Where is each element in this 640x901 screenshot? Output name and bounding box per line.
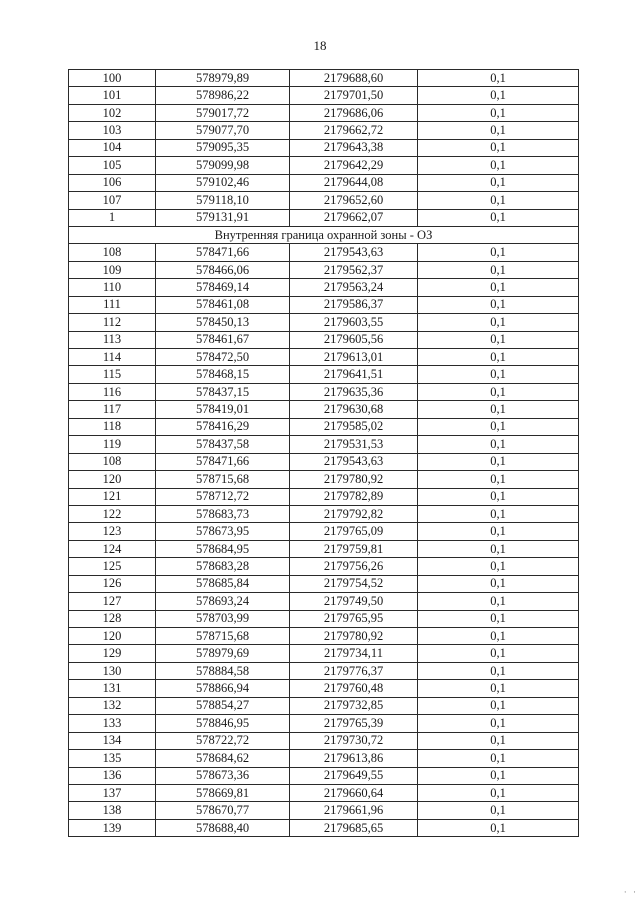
accuracy-cell: 0,1 — [418, 523, 579, 540]
point-number-cell: 100 — [69, 70, 156, 87]
point-number-cell: 106 — [69, 174, 156, 191]
table-row — [69, 540, 579, 557]
y-coordinate-cell: 2179613,86 — [290, 750, 418, 767]
table-row — [69, 784, 579, 801]
point-number-cell: 103 — [69, 122, 156, 139]
table-row — [69, 697, 579, 714]
y-coordinate-cell: 2179765,09 — [290, 523, 418, 540]
x-coordinate-cell: 578669,81 — [156, 784, 290, 801]
accuracy-cell: 0,1 — [418, 784, 579, 801]
y-coordinate-cell: 2179642,29 — [290, 157, 418, 174]
point-number-cell: 132 — [69, 697, 156, 714]
accuracy-cell: 0,1 — [418, 453, 579, 470]
y-coordinate-cell: 2179635,36 — [290, 383, 418, 400]
point-number-cell: 131 — [69, 680, 156, 697]
table-row — [69, 192, 579, 209]
table-row — [69, 122, 579, 139]
x-coordinate-cell: 578986,22 — [156, 87, 290, 104]
accuracy-cell: 0,1 — [418, 505, 579, 522]
point-number-cell: 113 — [69, 331, 156, 348]
page-number: 18 — [313, 38, 327, 53]
point-number-cell: 115 — [69, 366, 156, 383]
y-coordinate-cell: 2179685,65 — [290, 819, 418, 836]
table-row — [69, 418, 579, 435]
x-coordinate-cell: 578450,13 — [156, 314, 290, 331]
accuracy-cell: 0,1 — [418, 104, 579, 121]
point-number-cell: 117 — [69, 401, 156, 418]
accuracy-cell: 0,1 — [418, 366, 579, 383]
point-number-cell: 120 — [69, 471, 156, 488]
accuracy-cell: 0,1 — [418, 750, 579, 767]
accuracy-cell: 0,1 — [418, 767, 579, 784]
x-coordinate-cell: 578884,58 — [156, 662, 290, 679]
point-number-cell: 136 — [69, 767, 156, 784]
table-row — [69, 104, 579, 121]
point-number-cell: 139 — [69, 819, 156, 836]
point-number-cell: 102 — [69, 104, 156, 121]
x-coordinate-cell: 578683,28 — [156, 558, 290, 575]
table-row — [69, 296, 579, 313]
x-coordinate-cell: 578416,29 — [156, 418, 290, 435]
table-row — [69, 471, 579, 488]
table-row — [69, 802, 579, 819]
table-row — [69, 819, 579, 836]
y-coordinate-cell: 2179686,06 — [290, 104, 418, 121]
y-coordinate-cell: 2179662,07 — [290, 209, 418, 226]
accuracy-cell: 0,1 — [418, 628, 579, 645]
y-coordinate-cell: 2179782,89 — [290, 488, 418, 505]
x-coordinate-cell: 578466,06 — [156, 261, 290, 278]
table-row — [69, 139, 579, 156]
point-number-cell: 135 — [69, 750, 156, 767]
point-number-cell: 108 — [69, 244, 156, 261]
y-coordinate-cell: 2179531,53 — [290, 436, 418, 453]
y-coordinate-cell: 2179730,72 — [290, 732, 418, 749]
point-number-cell: 128 — [69, 610, 156, 627]
point-number-cell: 129 — [69, 645, 156, 662]
accuracy-cell: 0,1 — [418, 244, 579, 261]
point-number-cell: 133 — [69, 715, 156, 732]
point-number-cell: 111 — [69, 296, 156, 313]
point-number-cell: 119 — [69, 436, 156, 453]
y-coordinate-cell: 2179780,92 — [290, 628, 418, 645]
point-number-cell: 122 — [69, 505, 156, 522]
x-coordinate-cell: 578693,24 — [156, 593, 290, 610]
x-coordinate-cell: 578471,66 — [156, 244, 290, 261]
point-number-cell: 109 — [69, 261, 156, 278]
x-coordinate-cell: 579077,70 — [156, 122, 290, 139]
table-row — [69, 383, 579, 400]
accuracy-cell: 0,1 — [418, 488, 579, 505]
y-coordinate-cell: 2179661,96 — [290, 802, 418, 819]
x-coordinate-cell: 579131,91 — [156, 209, 290, 226]
table-row — [69, 488, 579, 505]
table-row — [69, 70, 579, 87]
accuracy-cell: 0,1 — [418, 157, 579, 174]
y-coordinate-cell: 2179765,95 — [290, 610, 418, 627]
y-coordinate-cell: 2179643,38 — [290, 139, 418, 156]
point-number-cell: 108 — [69, 453, 156, 470]
y-coordinate-cell: 2179562,37 — [290, 261, 418, 278]
point-number-cell: 107 — [69, 192, 156, 209]
coordinates-table — [68, 69, 579, 837]
y-coordinate-cell: 2179734,11 — [290, 645, 418, 662]
point-number-cell: 138 — [69, 802, 156, 819]
point-number-cell: 121 — [69, 488, 156, 505]
scan-edge-marks: · · — [623, 887, 638, 897]
x-coordinate-cell: 578854,27 — [156, 697, 290, 714]
table-row — [69, 279, 579, 296]
table-row — [69, 750, 579, 767]
point-number-cell: 1 — [69, 209, 156, 226]
section-header — [69, 226, 579, 243]
y-coordinate-cell: 2179662,72 — [290, 122, 418, 139]
x-coordinate-cell: 578712,72 — [156, 488, 290, 505]
accuracy-cell: 0,1 — [418, 139, 579, 156]
table-row — [69, 523, 579, 540]
table-row — [69, 610, 579, 627]
point-number-cell: 125 — [69, 558, 156, 575]
table-row — [69, 349, 579, 366]
table-row — [69, 505, 579, 522]
table-row — [69, 261, 579, 278]
x-coordinate-cell: 578437,15 — [156, 383, 290, 400]
x-coordinate-cell: 579118,10 — [156, 192, 290, 209]
x-coordinate-cell: 578715,68 — [156, 471, 290, 488]
table-row — [69, 558, 579, 575]
x-coordinate-cell: 578673,95 — [156, 523, 290, 540]
accuracy-cell: 0,1 — [418, 715, 579, 732]
table-row — [69, 645, 579, 662]
y-coordinate-cell: 2179792,82 — [290, 505, 418, 522]
y-coordinate-cell: 2179586,37 — [290, 296, 418, 313]
table-row — [69, 157, 579, 174]
y-coordinate-cell: 2179649,55 — [290, 767, 418, 784]
accuracy-cell: 0,1 — [418, 279, 579, 296]
table-row — [69, 174, 579, 191]
accuracy-cell: 0,1 — [418, 331, 579, 348]
x-coordinate-cell: 578419,01 — [156, 401, 290, 418]
x-coordinate-cell: 578468,15 — [156, 366, 290, 383]
x-coordinate-cell: 578979,89 — [156, 70, 290, 87]
accuracy-cell: 0,1 — [418, 192, 579, 209]
point-number-cell: 105 — [69, 157, 156, 174]
accuracy-cell: 0,1 — [418, 471, 579, 488]
x-coordinate-cell: 578469,14 — [156, 279, 290, 296]
accuracy-cell: 0,1 — [418, 610, 579, 627]
x-coordinate-cell: 578670,77 — [156, 802, 290, 819]
accuracy-cell: 0,1 — [418, 174, 579, 191]
section-title: Внутренняя граница охранной зоны - ОЗ — [69, 226, 579, 243]
y-coordinate-cell: 2179644,08 — [290, 174, 418, 191]
accuracy-cell: 0,1 — [418, 296, 579, 313]
x-coordinate-cell: 578715,68 — [156, 628, 290, 645]
y-coordinate-cell: 2179776,37 — [290, 662, 418, 679]
y-coordinate-cell: 2179585,02 — [290, 418, 418, 435]
point-number-cell: 126 — [69, 575, 156, 592]
x-coordinate-cell: 578688,40 — [156, 819, 290, 836]
table-row — [69, 87, 579, 104]
accuracy-cell: 0,1 — [418, 697, 579, 714]
accuracy-cell: 0,1 — [418, 436, 579, 453]
y-coordinate-cell: 2179660,64 — [290, 784, 418, 801]
table-row — [69, 244, 579, 261]
table-row — [69, 209, 579, 226]
accuracy-cell: 0,1 — [418, 645, 579, 662]
x-coordinate-cell: 578866,94 — [156, 680, 290, 697]
table-row — [69, 331, 579, 348]
table-row — [69, 436, 579, 453]
x-coordinate-cell: 578673,36 — [156, 767, 290, 784]
table-row — [69, 366, 579, 383]
accuracy-cell: 0,1 — [418, 87, 579, 104]
point-number-cell: 112 — [69, 314, 156, 331]
table-row — [69, 314, 579, 331]
point-number-cell: 137 — [69, 784, 156, 801]
accuracy-cell: 0,1 — [418, 261, 579, 278]
y-coordinate-cell: 2179543,63 — [290, 244, 418, 261]
point-number-cell: 134 — [69, 732, 156, 749]
y-coordinate-cell: 2179613,01 — [290, 349, 418, 366]
accuracy-cell: 0,1 — [418, 401, 579, 418]
y-coordinate-cell: 2179652,60 — [290, 192, 418, 209]
x-coordinate-cell: 578437,58 — [156, 436, 290, 453]
x-coordinate-cell: 578979,69 — [156, 645, 290, 662]
point-number-cell: 124 — [69, 540, 156, 557]
table-row — [69, 680, 579, 697]
x-coordinate-cell: 579099,98 — [156, 157, 290, 174]
y-coordinate-cell: 2179563,24 — [290, 279, 418, 296]
accuracy-cell: 0,1 — [418, 349, 579, 366]
point-number-cell: 104 — [69, 139, 156, 156]
point-number-cell: 120 — [69, 628, 156, 645]
accuracy-cell: 0,1 — [418, 209, 579, 226]
y-coordinate-cell: 2179603,55 — [290, 314, 418, 331]
table-row — [69, 575, 579, 592]
x-coordinate-cell: 578472,50 — [156, 349, 290, 366]
y-coordinate-cell: 2179605,56 — [290, 331, 418, 348]
y-coordinate-cell: 2179630,68 — [290, 401, 418, 418]
point-number-cell: 101 — [69, 87, 156, 104]
table-row — [69, 662, 579, 679]
accuracy-cell: 0,1 — [418, 122, 579, 139]
y-coordinate-cell: 2179759,81 — [290, 540, 418, 557]
accuracy-cell: 0,1 — [418, 680, 579, 697]
accuracy-cell: 0,1 — [418, 314, 579, 331]
accuracy-cell: 0,1 — [418, 70, 579, 87]
table-body-bottom — [69, 244, 579, 837]
accuracy-cell: 0,1 — [418, 593, 579, 610]
x-coordinate-cell: 578683,73 — [156, 505, 290, 522]
point-number-cell: 114 — [69, 349, 156, 366]
table-body-top — [69, 70, 579, 227]
point-number-cell: 127 — [69, 593, 156, 610]
point-number-cell: 123 — [69, 523, 156, 540]
x-coordinate-cell: 579017,72 — [156, 104, 290, 121]
x-coordinate-cell: 578471,66 — [156, 453, 290, 470]
table-row — [69, 593, 579, 610]
table-row — [69, 732, 579, 749]
point-number-cell: 110 — [69, 279, 156, 296]
y-coordinate-cell: 2179780,92 — [290, 471, 418, 488]
y-coordinate-cell: 2179641,51 — [290, 366, 418, 383]
x-coordinate-cell: 578461,67 — [156, 331, 290, 348]
point-number-cell: 118 — [69, 418, 156, 435]
y-coordinate-cell: 2179543,63 — [290, 453, 418, 470]
accuracy-cell: 0,1 — [418, 662, 579, 679]
x-coordinate-cell: 578846,95 — [156, 715, 290, 732]
point-number-cell: 116 — [69, 383, 156, 400]
y-coordinate-cell: 2179754,52 — [290, 575, 418, 592]
accuracy-cell: 0,1 — [418, 383, 579, 400]
x-coordinate-cell: 578684,62 — [156, 750, 290, 767]
accuracy-cell: 0,1 — [418, 732, 579, 749]
y-coordinate-cell: 2179765,39 — [290, 715, 418, 732]
x-coordinate-cell: 578703,99 — [156, 610, 290, 627]
accuracy-cell: 0,1 — [418, 418, 579, 435]
y-coordinate-cell: 2179688,60 — [290, 70, 418, 87]
x-coordinate-cell: 578722,72 — [156, 732, 290, 749]
table-row — [69, 453, 579, 470]
section-row — [69, 226, 579, 243]
table-row — [69, 715, 579, 732]
y-coordinate-cell: 2179756,26 — [290, 558, 418, 575]
y-coordinate-cell: 2179749,50 — [290, 593, 418, 610]
point-number-cell: 130 — [69, 662, 156, 679]
accuracy-cell: 0,1 — [418, 802, 579, 819]
accuracy-cell: 0,1 — [418, 819, 579, 836]
x-coordinate-cell: 578461,08 — [156, 296, 290, 313]
accuracy-cell: 0,1 — [418, 558, 579, 575]
y-coordinate-cell: 2179760,48 — [290, 680, 418, 697]
x-coordinate-cell: 578684,95 — [156, 540, 290, 557]
x-coordinate-cell: 579102,46 — [156, 174, 290, 191]
y-coordinate-cell: 2179732,85 — [290, 697, 418, 714]
y-coordinate-cell: 2179701,50 — [290, 87, 418, 104]
table-row — [69, 401, 579, 418]
x-coordinate-cell: 578685,84 — [156, 575, 290, 592]
x-coordinate-cell: 579095,35 — [156, 139, 290, 156]
table-row — [69, 767, 579, 784]
accuracy-cell: 0,1 — [418, 575, 579, 592]
accuracy-cell: 0,1 — [418, 540, 579, 557]
table-row — [69, 628, 579, 645]
